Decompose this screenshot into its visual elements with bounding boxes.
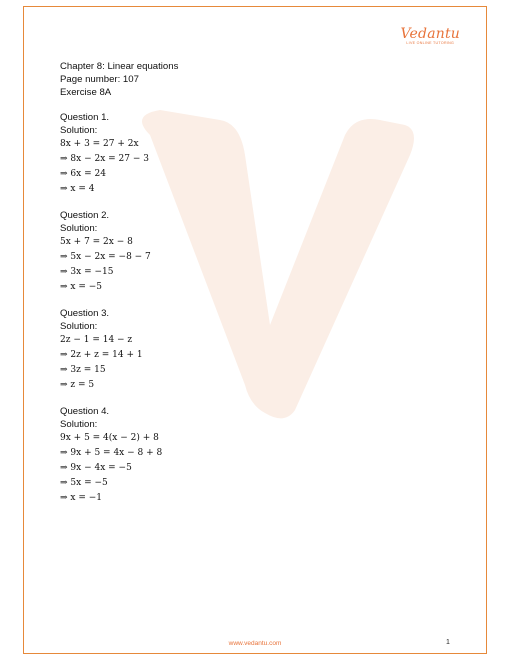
solution-step: ⇒ 3x = −15 xyxy=(60,267,114,277)
vedantu-logo xyxy=(401,27,460,46)
question-4 xyxy=(60,405,440,506)
solution-step: ⇒ 9x − 4x = −5 xyxy=(60,463,132,473)
solution-step: ⇒ 6x = 24 xyxy=(60,169,106,179)
solution-step: ⇒ x = −5 xyxy=(60,282,103,292)
page-number-label: Page number: 107 xyxy=(60,74,139,85)
question-title: Question 4. xyxy=(60,406,110,417)
question-3 xyxy=(60,307,440,393)
page-number: 1 xyxy=(446,639,450,646)
solution-step: 9x + 5 = 4(x − 2) + 8 xyxy=(60,433,159,443)
document-header xyxy=(60,60,440,99)
solution-step: ⇒ 5x − 2x = −8 − 7 xyxy=(60,252,151,262)
document-content xyxy=(60,60,440,518)
solution-step: 5x + 7 = 2x − 8 xyxy=(60,237,133,247)
solution-step: ⇒ z = 5 xyxy=(60,380,95,390)
exercise-label: Exercise 8A xyxy=(60,87,112,98)
question-title: Question 1. xyxy=(60,112,110,123)
solution-step: ⇒ x = −1 xyxy=(60,493,103,503)
solution-step: ⇒ 8x − 2x = 27 − 3 xyxy=(60,154,149,164)
solution-label: Solution: xyxy=(60,223,98,234)
question-2 xyxy=(60,209,440,295)
chapter-title: Chapter 8: Linear equations xyxy=(60,61,179,72)
question-title: Question 2. xyxy=(60,210,110,221)
solution-step: ⇒ 2z + z = 14 + 1 xyxy=(60,350,143,360)
solution-step: ⇒ x = 4 xyxy=(60,184,95,194)
question-title: Question 3. xyxy=(60,308,110,319)
footer-website-link[interactable]: www.vedantu.com xyxy=(228,640,282,647)
solution-step: ⇒ 9x + 5 = 4x − 8 + 8 xyxy=(60,448,163,458)
solution-step: ⇒ 3z = 15 xyxy=(60,365,106,375)
solution-step: ⇒ 5x = −5 xyxy=(60,478,108,488)
solution-label: Solution: xyxy=(60,419,98,430)
solution-label: Solution: xyxy=(60,321,98,332)
question-1 xyxy=(60,111,440,197)
solution-step: 8x + 3 = 27 + 2x xyxy=(60,139,139,149)
solution-label: Solution: xyxy=(60,125,98,136)
solution-step: 2z − 1 = 14 − z xyxy=(60,335,133,345)
logo-wordmark: Vedantu xyxy=(400,26,460,42)
logo-tagline: LIVE ONLINE TUTORING xyxy=(406,41,455,45)
